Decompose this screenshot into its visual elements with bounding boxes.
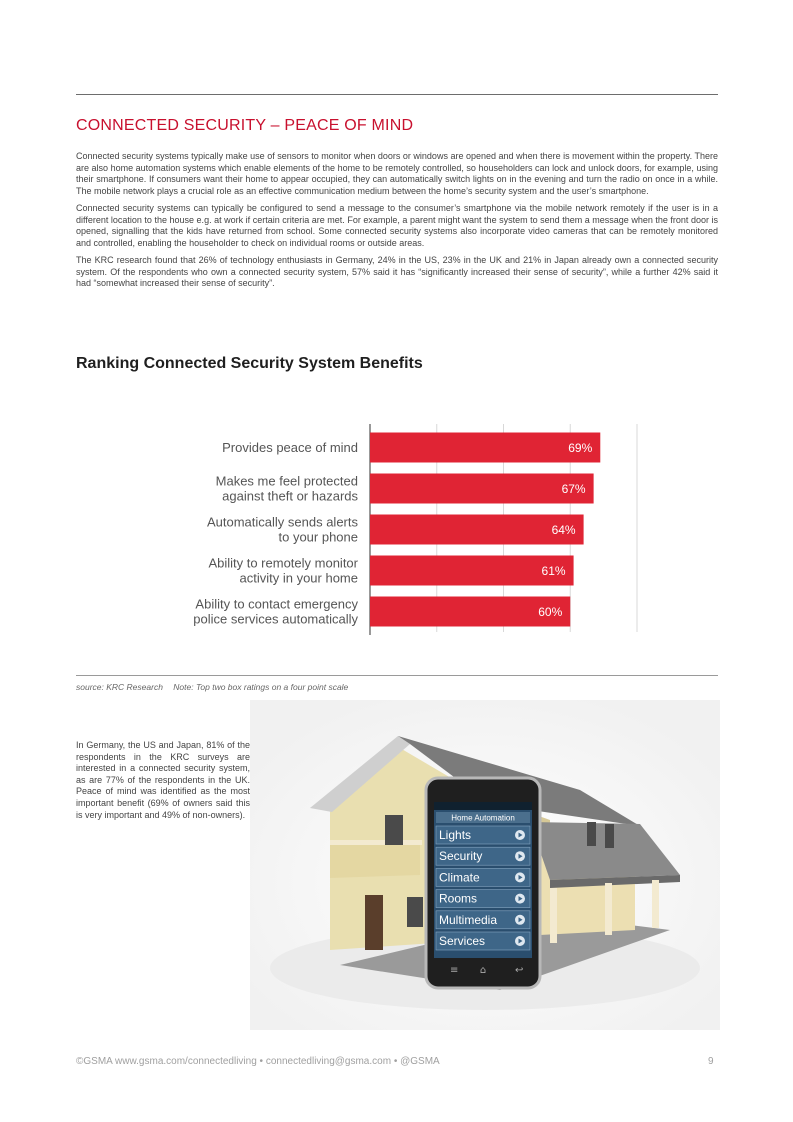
bottom-divider xyxy=(76,675,718,676)
svg-text:↩: ↩ xyxy=(515,965,524,976)
top-divider xyxy=(76,94,718,95)
bar-value-label-2: 67% xyxy=(561,482,586,496)
source-footnote: Note: Top two box ratings on a four point scale xyxy=(173,682,349,692)
phone-menu-label: Services xyxy=(439,934,486,948)
paragraph-3: The KRC research found that 26% of technology enthusiasts in Germany, 24% in the US, 23% in the UK and 21% in Japan already own a connected security system. Of the respondents who own a connected security system, 57% said it has “significantly increased their sense of security”, while a further 42% said it had “somewhat increased their sense of security”. xyxy=(76,255,718,288)
category-label-3: Automatically sends alerts to your phone xyxy=(206,514,358,545)
svg-text:≡: ≡ xyxy=(450,965,459,976)
category-label-5: Ability to contact emergency police services automatically xyxy=(193,596,358,627)
category-label-4: Ability to remotely monitor activity in your home xyxy=(208,555,358,586)
bar-1 xyxy=(370,433,600,463)
footer-text: ©GSMA www.gsma.com/connectedliving • connectedliving@gsma.com • @GSMA xyxy=(76,1056,440,1067)
benefits-bar-chart xyxy=(76,415,676,635)
phone-menu-label: Rooms xyxy=(439,891,478,906)
category-label-2: Makes me feel protected against theft or hazards xyxy=(215,473,358,504)
phone-menu-label: Climate xyxy=(439,870,480,885)
phone-menu-label: Lights xyxy=(439,828,472,842)
bar-value-label-1: 69% xyxy=(568,441,593,455)
category-label-1: Provides peace of mind xyxy=(222,440,358,455)
paragraph-2: Connected security systems can typically be configured to send a message to the consumer’s smartphone via the mobile network remotely if the user is in a different location to the house e.g. at work if certain criteria are met. For example, a parent might want the system to send them a message when the front door is opened, signalling that the kids have returned from school. Some connected security systems also incorporate video cameras that can be remotely monitored and controlled, enabling the householder to check on individual rooms or outside areas. xyxy=(76,203,718,248)
house-phone-illustration xyxy=(250,700,720,1030)
bar-2 xyxy=(370,474,594,504)
page-number: 9 xyxy=(708,1056,714,1067)
section-title: CONNECTED SECURITY – PEACE OF MIND xyxy=(76,117,414,134)
svg-text:⌂: ⌂ xyxy=(479,965,487,976)
bar-value-label-4: 61% xyxy=(541,564,566,578)
bar-value-label-3: 64% xyxy=(551,523,576,537)
source-citation: source: KRC Research xyxy=(76,682,163,692)
phone-menu-label: Multimedia xyxy=(439,912,498,927)
source-note xyxy=(76,682,356,692)
bar-value-label-5: 60% xyxy=(538,605,563,619)
sidebar-text: In Germany, the US and Japan, 81% of the respondents in the KRC surveys are interested in a connected security system, as are 77% of the respondents in the UK. Peace of mind was identified as the most important benefit (69% of owners said this is very important and 49% of non-owners). xyxy=(76,740,250,820)
chart-title: Ranking Connected Security System Benefits xyxy=(76,355,423,372)
phone-header: Home Automation xyxy=(451,813,515,823)
paragraph-1: Connected security systems typically make use of sensors to monitor when doors or windows are opened and when there is movement within the property. There are also home automation systems which enable elements of the home to be remotely controlled, so householders can lock and unlock doors, for example, using their smartphone. If consumers want their home to appear occupied, they can automatically switch lights on in the evening and turn the radio on once in a while. The mobile network plays a crucial role as an effective communication medium between the home’s security system and the user’s smartphone. xyxy=(76,151,718,196)
phone-menu-label: Security xyxy=(439,849,483,864)
body-text xyxy=(76,151,718,296)
